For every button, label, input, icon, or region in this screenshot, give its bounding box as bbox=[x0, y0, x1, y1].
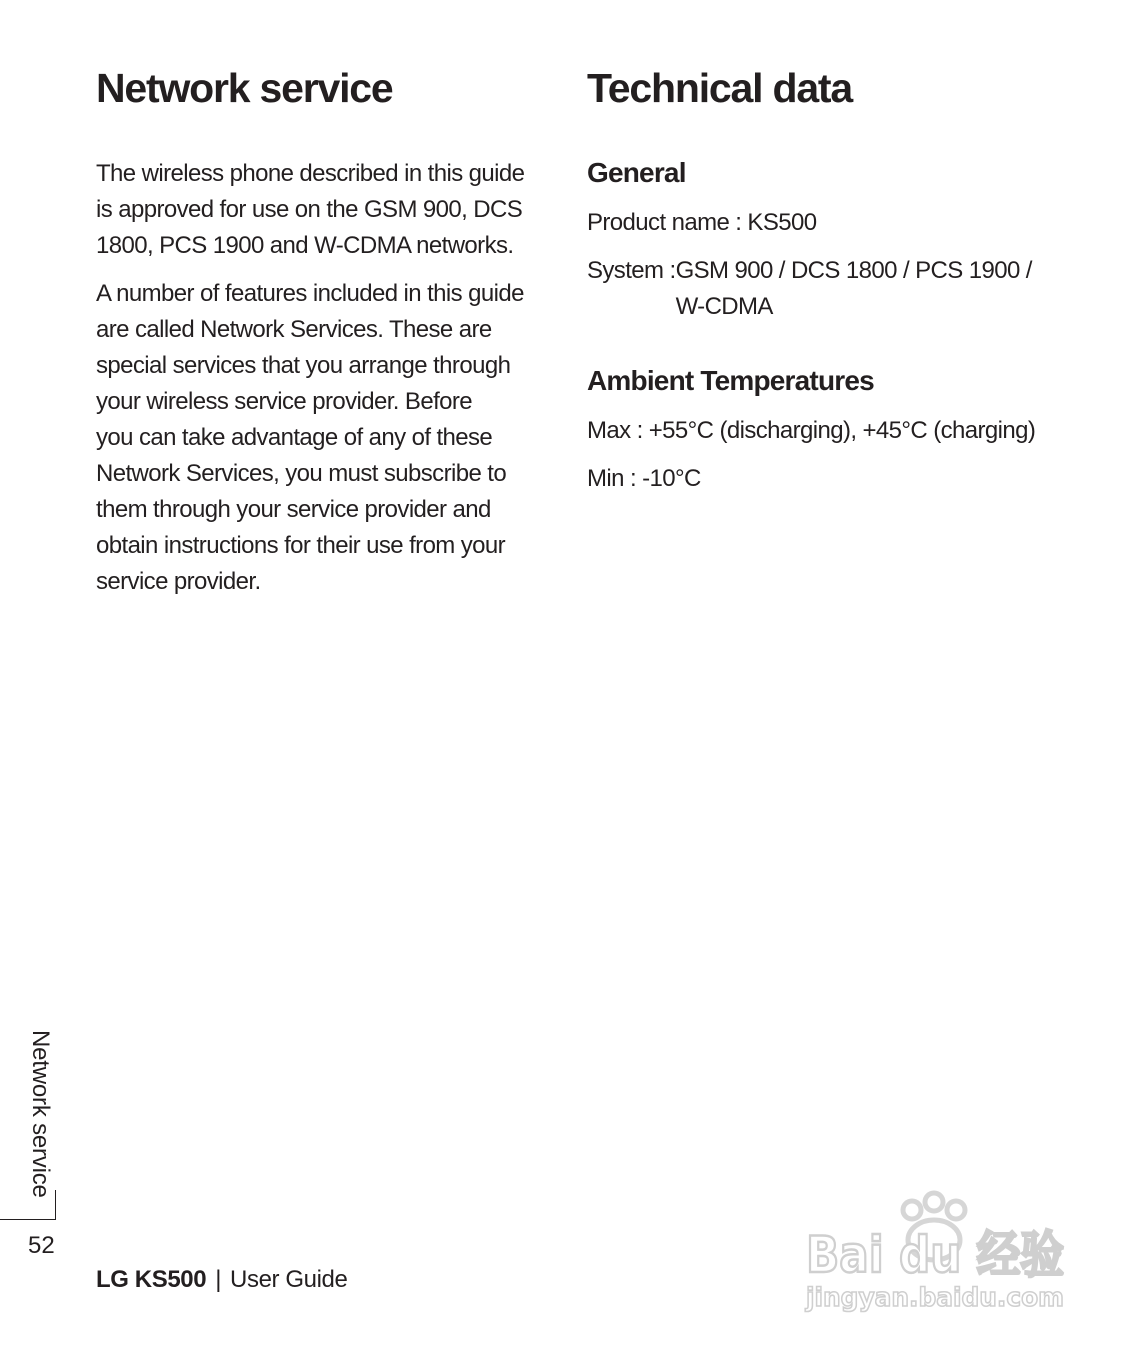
footer bbox=[96, 1266, 347, 1294]
footer-brand: LG KS500 bbox=[96, 1266, 207, 1293]
side-tab-edge bbox=[55, 1190, 56, 1220]
system-value-line: W-CDMA bbox=[675, 293, 773, 320]
footer-guide-label: User Guide bbox=[230, 1266, 348, 1293]
watermark-url: jingyan.baidu.com bbox=[805, 1283, 1064, 1313]
text-line: you can take advantage of any of these bbox=[96, 424, 493, 451]
text-line: your wireless service provider. Before bbox=[96, 388, 473, 415]
watermark-logo-text: Bai du 经验 bbox=[806, 1226, 1064, 1284]
system-label: System : bbox=[587, 257, 676, 284]
text-line: Network Services, you must subscribe to bbox=[96, 460, 507, 487]
text-line: obtain instructions for their use from your bbox=[96, 532, 506, 559]
ambient-temperatures-heading: Ambient Temperatures bbox=[587, 365, 874, 396]
network-services-paragraph bbox=[96, 276, 566, 600]
text-line: 1800, PCS 1900 and W-CDMA networks. bbox=[96, 232, 514, 259]
network-service-column bbox=[96, 65, 566, 600]
network-intro-paragraph bbox=[96, 156, 566, 264]
baidu-jingyan-watermark bbox=[800, 1188, 1070, 1318]
min-temperature: Min : -10°C bbox=[587, 465, 701, 492]
text-line: service provider. bbox=[96, 568, 261, 595]
section-side-tab bbox=[22, 1030, 62, 1220]
system-value-line: GSM 900 / DCS 1800 / PCS 1900 / bbox=[675, 257, 1032, 284]
page-number: 52 bbox=[28, 1232, 55, 1259]
system-value bbox=[676, 253, 1032, 325]
side-tab-divider bbox=[0, 1219, 56, 1220]
text-line: special services that you arrange through bbox=[96, 352, 511, 379]
product-name: Product name : KS500 bbox=[587, 209, 817, 236]
network-service-title: Network service bbox=[96, 65, 393, 111]
text-line: The wireless phone described in this guide bbox=[96, 160, 525, 187]
technical-data-title: Technical data bbox=[587, 65, 852, 111]
side-tab-label: Network service bbox=[27, 1030, 54, 1198]
max-temperature: Max : +55°C (discharging), +45°C (charging) bbox=[587, 417, 1036, 444]
text-line: is approved for use on the GSM 900, DCS bbox=[96, 196, 523, 223]
text-line: A number of features included in this guide bbox=[96, 280, 524, 307]
text-line: them through your service provider and bbox=[96, 496, 491, 523]
general-heading: General bbox=[587, 157, 686, 188]
technical-data-column bbox=[587, 65, 1107, 497]
system-spec bbox=[587, 253, 1107, 325]
text-line: are called Network Services. These are bbox=[96, 316, 492, 343]
footer-separator: | bbox=[215, 1266, 222, 1293]
